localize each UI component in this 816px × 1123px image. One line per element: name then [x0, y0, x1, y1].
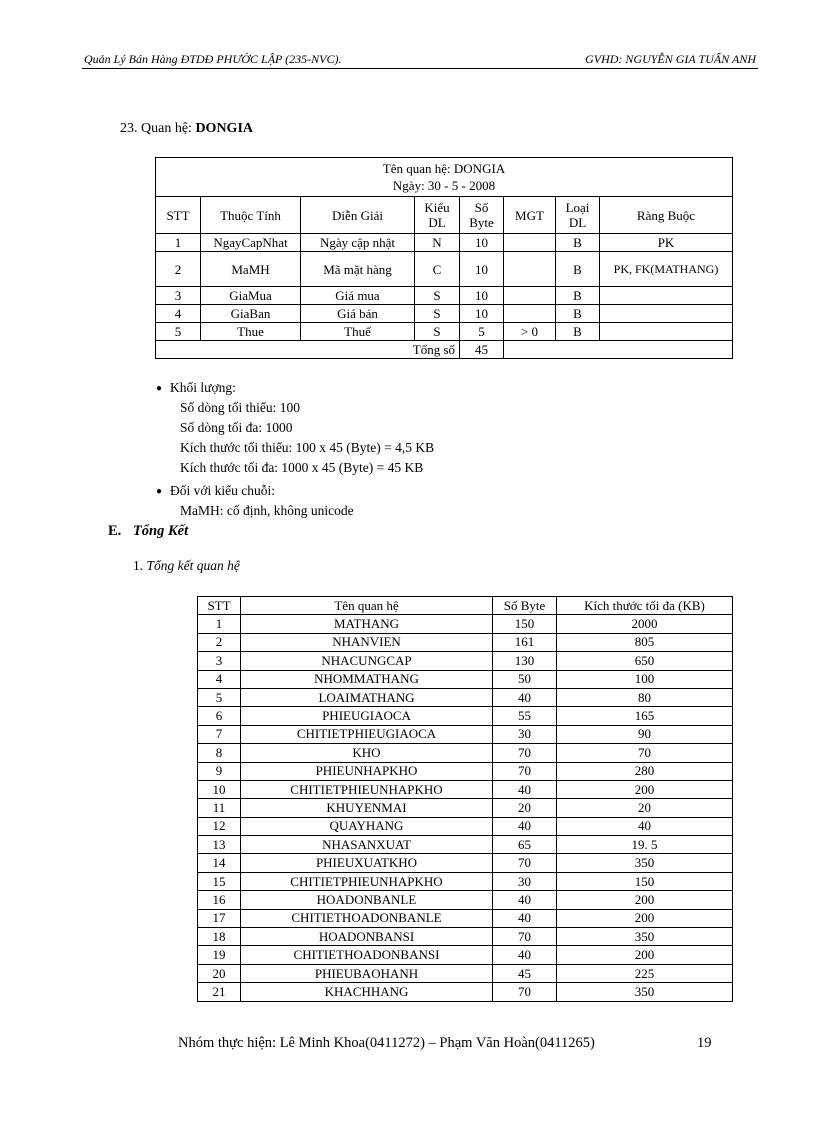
table-cell: 161 [493, 633, 557, 651]
table-cell: B [556, 305, 600, 323]
table-cell: 65 [493, 836, 557, 854]
summary-header-row [198, 597, 733, 615]
table-cell: 200 [557, 946, 733, 964]
table-cell: B [556, 323, 600, 341]
table-row [198, 633, 733, 651]
table-cell: HOADONBANSI [241, 928, 493, 946]
table-row [198, 744, 733, 762]
table-cell: 10 [198, 780, 241, 798]
table-cell: Thue [201, 323, 301, 341]
section-letter: E. [108, 523, 122, 539]
table-cell: 805 [557, 633, 733, 651]
table-cell: 18 [198, 928, 241, 946]
table-cell: 17 [198, 909, 241, 927]
table-row [198, 615, 733, 633]
volume-line: Số dòng tối đa: 1000 [180, 420, 293, 435]
bullet-icon: ● [156, 383, 163, 394]
table-cell: Thuế [301, 323, 415, 341]
column-header: Tên quan hệ [241, 597, 493, 615]
table-cell: 650 [557, 652, 733, 670]
relation-header-row [156, 197, 733, 234]
table-cell [504, 287, 556, 305]
table-cell: 6 [198, 707, 241, 725]
column-header: Thuộc Tính [201, 197, 301, 234]
table-cell: 20 [557, 799, 733, 817]
table-cell: 200 [557, 909, 733, 927]
table-row [198, 946, 733, 964]
table-cell: 350 [557, 983, 733, 1001]
column-header: Kiểu DL [415, 197, 460, 234]
table-cell: PHIEUNHAPKHO [241, 762, 493, 780]
total-label: Tổng số [156, 341, 460, 359]
table-cell: LOAIMATHANG [241, 688, 493, 706]
table-cell: 11 [198, 799, 241, 817]
table-cell: B [556, 252, 600, 287]
table-cell: 19. 5 [557, 836, 733, 854]
table-cell: Mã mặt hàng [301, 252, 415, 287]
table-cell: C [415, 252, 460, 287]
table-row [156, 305, 733, 323]
table-cell: 40 [493, 780, 557, 798]
table-cell: 16 [198, 891, 241, 909]
table-cell: 40 [493, 688, 557, 706]
column-header: MGT [504, 197, 556, 234]
volume-line: Kích thước tối thiểu: 100 x 45 (Byte) = 4,5 KB [180, 440, 435, 455]
table-cell: Giá bán [301, 305, 415, 323]
column-header: Số Byte [460, 197, 504, 234]
table-cell: CHITIETPHIEUNHAPKHO [241, 872, 493, 890]
table-row [198, 762, 733, 780]
table-row [198, 909, 733, 927]
table-cell: S [415, 305, 460, 323]
subsection-heading [133, 558, 240, 574]
table-cell [600, 323, 733, 341]
table-cell: 70 [493, 762, 557, 780]
relation-name: DONGIA [195, 121, 253, 136]
table-cell: 14 [198, 854, 241, 872]
table-cell: 5 [198, 688, 241, 706]
table-cell: 3 [156, 287, 201, 305]
table-cell [600, 287, 733, 305]
table-cell: 70 [557, 744, 733, 762]
bullet-icon: ● [156, 486, 163, 497]
summary-table-body [198, 615, 733, 1001]
section-e-heading [108, 523, 188, 540]
table-cell: 40 [493, 946, 557, 964]
subsection-number: 1. [133, 558, 144, 573]
table-cell: 3 [198, 652, 241, 670]
table-row [198, 799, 733, 817]
table-cell: GiaBan [201, 305, 301, 323]
page-number: 19 [697, 1035, 712, 1051]
summary-table [197, 596, 733, 1002]
table-cell: 21 [198, 983, 241, 1001]
table-cell: 70 [493, 854, 557, 872]
table-cell: S [415, 287, 460, 305]
table-cell: 20 [198, 964, 241, 982]
table-cell: 5 [460, 323, 504, 341]
table-cell: 40 [557, 817, 733, 835]
table-cell: 225 [557, 964, 733, 982]
table-cell: 9 [198, 762, 241, 780]
table-cell: 4 [156, 305, 201, 323]
column-header: STT [156, 197, 201, 234]
table-cell: PK [600, 234, 733, 252]
table-row [198, 964, 733, 982]
column-header: Ràng Buộc [600, 197, 733, 234]
column-header: Số Byte [493, 597, 557, 615]
table-cell: 30 [493, 872, 557, 890]
table-cell: 10 [460, 287, 504, 305]
total-value: 45 [460, 341, 504, 359]
table-cell: NgayCapNhat [201, 234, 301, 252]
table-cell: B [556, 287, 600, 305]
footer-authors: Nhóm thực hiện: Lê Minh Khoa(0411272) – Phạm Văn Hoàn(0411265) [178, 1035, 595, 1051]
relation-caption-date: Ngày: 30 - 5 - 2008 [392, 178, 496, 193]
relation-table-body [156, 234, 733, 341]
table-cell: 15 [198, 872, 241, 890]
table-cell: 2 [156, 252, 201, 287]
table-cell: > 0 [504, 323, 556, 341]
table-cell: 4 [198, 670, 241, 688]
table-cell: 70 [493, 983, 557, 1001]
relation-total-row [156, 341, 733, 359]
table-cell: 12 [198, 817, 241, 835]
table-cell: NHOMMATHANG [241, 670, 493, 688]
table-cell: PHIEUBAOHANH [241, 964, 493, 982]
table-cell: CHITIETPHIEUGIAOCA [241, 725, 493, 743]
table-cell: 19 [198, 946, 241, 964]
column-header: Kích thước tối đa (KB) [557, 597, 733, 615]
table-cell: 7 [198, 725, 241, 743]
table-cell: 350 [557, 928, 733, 946]
string-type-title: Đối với kiểu chuỗi: [170, 483, 276, 498]
table-row [198, 891, 733, 909]
table-cell: 280 [557, 762, 733, 780]
table-cell: 45 [493, 964, 557, 982]
table-cell [600, 305, 733, 323]
table-row [198, 670, 733, 688]
table-row [198, 817, 733, 835]
column-header: Loại DL [556, 197, 600, 234]
table-cell: 50 [493, 670, 557, 688]
table-cell: PHIEUGIAOCA [241, 707, 493, 725]
table-row [198, 652, 733, 670]
table-cell: 150 [493, 615, 557, 633]
table-cell: 150 [557, 872, 733, 890]
table-cell: S [415, 323, 460, 341]
table-cell: KHO [241, 744, 493, 762]
table-cell: 130 [493, 652, 557, 670]
table-cell: 10 [460, 234, 504, 252]
table-row [198, 707, 733, 725]
column-header: Diễn Giải [301, 197, 415, 234]
table-cell: 200 [557, 891, 733, 909]
table-row [156, 252, 733, 287]
table-cell: MATHANG [241, 615, 493, 633]
table-cell: Giá mua [301, 287, 415, 305]
table-cell: CHITIETPHIEUNHAPKHO [241, 780, 493, 798]
table-cell: 1 [156, 234, 201, 252]
table-cell: 1 [198, 615, 241, 633]
table-cell: 8 [198, 744, 241, 762]
section-number: 23. Quan hệ: [120, 121, 192, 136]
table-cell: N [415, 234, 460, 252]
table-cell: NHASANXUAT [241, 836, 493, 854]
table-cell: MaMH [201, 252, 301, 287]
table-cell: KHUYENMAI [241, 799, 493, 817]
table-row [198, 872, 733, 890]
table-row [198, 928, 733, 946]
table-row [156, 323, 733, 341]
table-cell: 10 [460, 305, 504, 323]
table-cell: 40 [493, 817, 557, 835]
table-cell [504, 305, 556, 323]
table-cell: 70 [493, 744, 557, 762]
table-cell: 20 [493, 799, 557, 817]
table-cell: HOADONBANLE [241, 891, 493, 909]
table-cell: 10 [460, 252, 504, 287]
table-cell: 13 [198, 836, 241, 854]
table-cell: 350 [557, 854, 733, 872]
volume-title: Khối lượng: [170, 380, 236, 395]
table-cell: NHANVIEN [241, 633, 493, 651]
relation-caption-name: Tên quan hệ: DONGIA [382, 161, 506, 176]
volume-line: Số dòng tối thiểu: 100 [180, 400, 301, 415]
table-row [198, 688, 733, 706]
table-cell: PHIEUXUATKHO [241, 854, 493, 872]
table-row [198, 854, 733, 872]
table-cell [504, 234, 556, 252]
string-type-line: MaMH: cố định, không unicode [180, 503, 354, 518]
table-row [198, 836, 733, 854]
table-cell: 200 [557, 780, 733, 798]
table-cell: 165 [557, 707, 733, 725]
table-cell: CHITIETHOADONBANSI [241, 946, 493, 964]
table-cell: 100 [557, 670, 733, 688]
table-cell: 40 [493, 909, 557, 927]
relation-table [155, 157, 733, 359]
table-cell: Ngày cập nhật [301, 234, 415, 252]
volume-line: Kích thước tối đa: 1000 x 45 (Byte) = 45 KB [180, 460, 424, 475]
section-title: Tổng Kết [132, 523, 189, 539]
subsection-title: Tổng kết quan hệ [146, 558, 240, 573]
table-cell: NHACUNGCAP [241, 652, 493, 670]
header-title: Quản Lý Bán Hàng ĐTDĐ PHƯỚC LẬP (235-NVC). [84, 52, 342, 66]
table-cell: 2000 [557, 615, 733, 633]
column-header: STT [198, 597, 241, 615]
table-cell: 70 [493, 928, 557, 946]
section-23-heading [120, 121, 253, 137]
table-cell: 2 [198, 633, 241, 651]
table-row [198, 725, 733, 743]
table-cell: CHITIETHOADONBANLE [241, 909, 493, 927]
table-cell: GiaMua [201, 287, 301, 305]
table-row [198, 780, 733, 798]
table-cell: 30 [493, 725, 557, 743]
table-cell: PK, FK(MATHANG) [600, 252, 733, 287]
page-header [82, 52, 758, 69]
table-cell: 80 [557, 688, 733, 706]
table-cell: KHACHHANG [241, 983, 493, 1001]
table-row [156, 287, 733, 305]
table-cell: B [556, 234, 600, 252]
table-cell: 55 [493, 707, 557, 725]
header-advisor: GVHD: NGUYỄN GIA TUẤN ANH [585, 52, 756, 66]
table-cell: QUAYHANG [241, 817, 493, 835]
table-row [198, 983, 733, 1001]
table-cell [504, 252, 556, 287]
table-cell: 5 [156, 323, 201, 341]
table-cell: 90 [557, 725, 733, 743]
table-row [156, 234, 733, 252]
table-cell: 40 [493, 891, 557, 909]
